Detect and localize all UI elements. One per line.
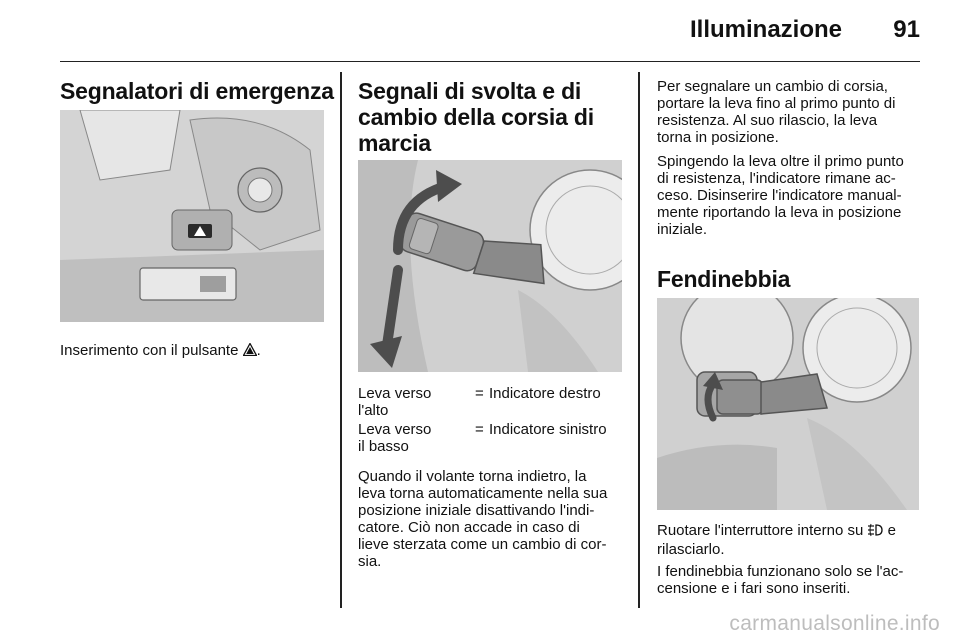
figure-turn-signal-lever (358, 160, 622, 372)
column-divider-left (340, 72, 342, 608)
watermark: carmanualsonline.info (729, 612, 940, 635)
hazard-switch-illustration (60, 110, 324, 322)
fog-light-condition: I fendinebbia funzionano solo se l'ac- censione e i fari sono inseriti. (657, 563, 904, 597)
column-divider-right (638, 72, 640, 608)
indicator-hold-paragraph: Spingendo la leva oltre il primo punto di resistenza, l'indicatore rimane ac- ceso. Disinserire l'indicatore manual- mente riportando la leva in posizione iniziale. (657, 153, 904, 238)
page-header (60, 0, 920, 62)
legend-value-left: Indicatore sinistro (489, 421, 607, 438)
legend-row-up: Leva verso l'alto = Indicatore destro (358, 385, 622, 421)
legend-value-right: Indicatore destro (489, 385, 601, 402)
hazard-triangle-icon (243, 343, 257, 360)
figure-hazard-switch (60, 110, 324, 322)
section-title: Illuminazione (689, 16, 842, 43)
legend-row-down: Leva verso il basso = Indicatore sinistro (358, 421, 622, 457)
heading-turn-signals: Segnali di svolta e di cambio della corsia di marcia (358, 78, 594, 156)
turn-signal-paragraph: Quando il volante torna indietro, la leva torna automaticamente nella sua posizione iniziale disattivando l'indi- catore. Ciò non accade in caso di lieve sterzata come un cambio di cor- sia. (358, 468, 608, 570)
lane-change-paragraph: Per segnalare un cambio di corsia, portare la leva fino al primo punto di resistenza. Al suo rilascio, la leva torna in posizione. (657, 78, 896, 146)
hazard-caption-text: Inserimento con il pulsante (60, 342, 239, 359)
turn-signal-lever-illustration (358, 160, 622, 372)
heading-fog-lights: Fendinebbia (657, 266, 791, 292)
hazard-caption-end: . (256, 342, 261, 359)
figure-fog-light-switch (657, 298, 919, 510)
turn-signal-legend (358, 385, 622, 457)
fog-light-switch-illustration (657, 298, 919, 510)
page-number: 91 (893, 16, 920, 43)
fog-light-instruction: Ruotare l'interruttore interno su e rilasciarlo. (657, 522, 896, 558)
front-fog-light-icon (867, 523, 883, 541)
hazard-caption (60, 342, 324, 360)
heading-hazard-lights: Segnalatori di emergenza (60, 78, 334, 104)
